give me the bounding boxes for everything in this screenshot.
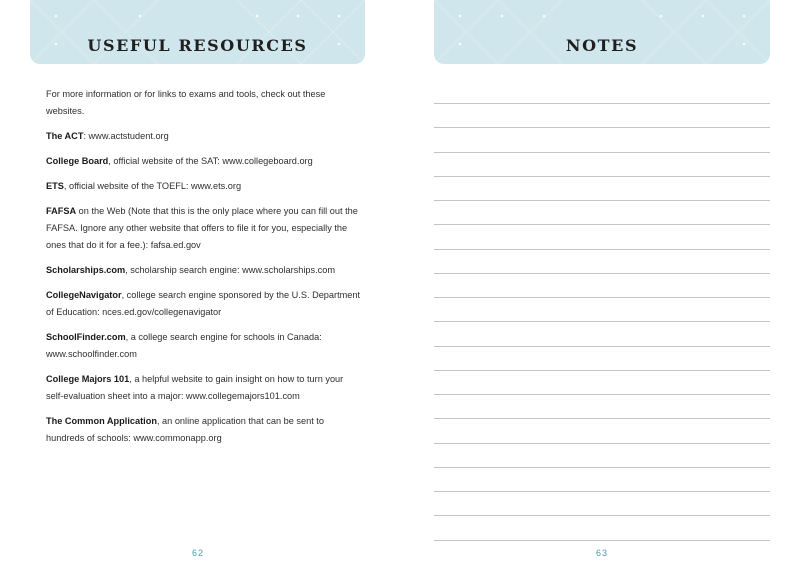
note-line: [434, 515, 770, 516]
page-title: USEFUL RESOURCES: [87, 36, 308, 55]
notes-ruled-area[interactable]: [434, 0, 770, 574]
resource-name: Scholarships.com: [46, 265, 126, 275]
note-line: [434, 346, 770, 347]
note-line: [434, 321, 770, 322]
resource-entry: [46, 371, 362, 405]
note-line: [434, 394, 770, 395]
resource-name: FAFSA: [46, 206, 77, 216]
note-line: [434, 491, 770, 492]
resource-description: , college search engine sponsored by the U.S. Department of Education: nces.ed.gov/collegenavigator: [46, 290, 361, 317]
note-line: [434, 249, 770, 250]
page-title: NOTES: [565, 36, 639, 55]
resource-name: ETS: [46, 181, 64, 191]
resource-entry: [46, 329, 362, 363]
note-line: [434, 467, 770, 468]
page-number: 63: [595, 548, 608, 558]
resource-entry: [46, 178, 362, 195]
note-line: [434, 297, 770, 298]
resource-name: College Board: [46, 156, 109, 166]
resource-entry: [46, 203, 362, 254]
note-line: [434, 103, 770, 104]
right-page: [400, 0, 800, 574]
note-line: [434, 443, 770, 444]
note-line: [434, 370, 770, 371]
resources-banner: [30, 0, 365, 64]
resource-description: , a helpful website to gain insight on how to turn your self-evaluation sheet into a major: www.collegemajors101.com: [46, 374, 344, 401]
resource-entry: [46, 128, 362, 145]
note-line: [434, 176, 770, 177]
resource-name: SchoolFinder.com: [46, 332, 126, 342]
note-line: [434, 540, 770, 541]
resource-name: The ACT: [46, 131, 84, 141]
note-line: [434, 273, 770, 274]
page-number: 62: [191, 548, 204, 558]
resource-description: : www.actstudent.org: [83, 131, 169, 141]
intro-text: For more information or for links to exams and tools, check out these websites.: [46, 89, 326, 116]
resource-description: , an online application that can be sent to hundreds of schools: www.commonapp.org: [46, 416, 324, 443]
resource-description: on the Web (Note that this is the only place where you can fill out the FAFSA. Ignore any other website that offers to file it for you, especially the ones that do it for a fee.): fafsa.ed.gov: [46, 206, 358, 250]
note-line: [434, 418, 770, 419]
resource-description: , scholarship search engine: www.scholarships.com: [125, 265, 336, 275]
resource-entry: [46, 262, 362, 279]
resource-description: , a college search engine for schools in Canada: www.schoolfinder.com: [46, 332, 322, 359]
resource-entry: [46, 413, 362, 447]
resource-entry: [46, 153, 362, 170]
resource-entry: [46, 287, 362, 321]
resource-description: , official website of the SAT: www.collegeboard.org: [108, 156, 313, 166]
resource-name: The Common Application: [46, 416, 157, 426]
note-line: [434, 127, 770, 128]
note-line: [434, 224, 770, 225]
resources-list: [46, 86, 362, 455]
resource-name: CollegeNavigator: [46, 290, 122, 300]
note-line: [434, 152, 770, 153]
resource-description: , official website of the TOEFL: www.ets.org: [63, 181, 242, 191]
note-line: [434, 200, 770, 201]
resource-name: College Majors 101: [46, 374, 130, 384]
